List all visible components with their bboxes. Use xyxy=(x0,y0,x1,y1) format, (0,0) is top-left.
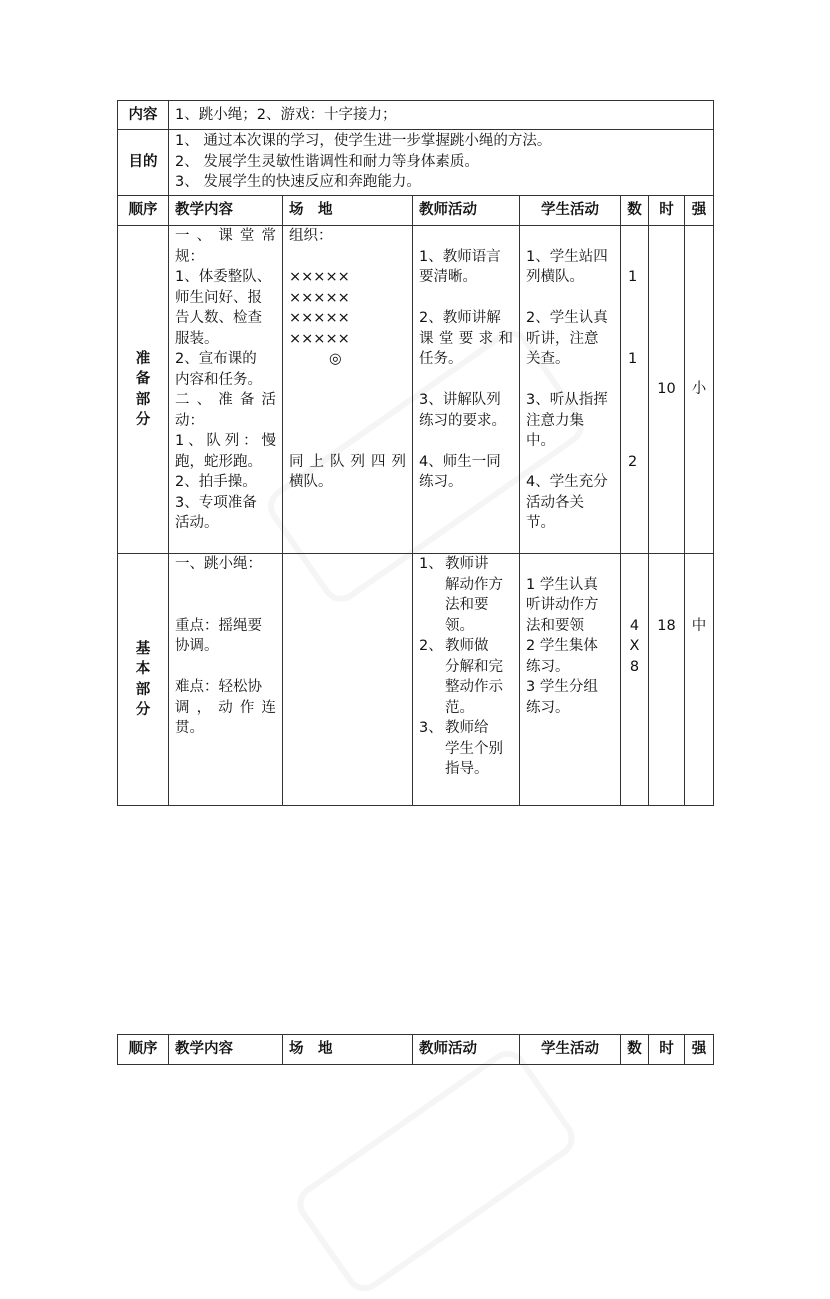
header-venue: 场 地 xyxy=(283,1035,413,1065)
header-intensity: 强 xyxy=(685,196,714,226)
goal-list xyxy=(169,130,714,196)
header-student: 学生活动 xyxy=(520,1035,621,1065)
content-label: 内容 xyxy=(118,101,169,130)
content-value: 1、跳小绳；2、游戏：十字接力； xyxy=(169,101,714,130)
formation-row: ××××× xyxy=(289,289,350,306)
header-venue: 场 地 xyxy=(283,196,413,226)
formation-row: ××××× xyxy=(289,269,350,285)
goal-label: 目的 xyxy=(118,130,169,196)
basic-counts: 4 X 8 xyxy=(621,554,649,806)
formation-row: ××××× xyxy=(289,330,350,347)
basic-content: 一、跳小绳： 重点：摇绳要 协调。 难点：轻松协 调，动作连 贯。 xyxy=(169,554,283,806)
lesson-plan-table xyxy=(117,100,714,806)
basic-venue xyxy=(283,554,413,806)
prep-venue: 组织： ××××× ××××× ××××× ××××× ◎ 同上队列四列 横队。 xyxy=(283,226,413,554)
header-content: 教学内容 xyxy=(169,196,283,226)
prep-student: 1、学生站四 列横队。 2、学生认真 听讲，注意 关查。 3、听从指挥 注意力集 中。 4、学生充分 活动各关 节。 xyxy=(520,226,621,554)
prep-teacher: 1、教师语言 要清晰。 2、教师讲解 课堂要求和 任务。 3、讲解队列 练习的要求。 4、师生一同 练习。 xyxy=(413,226,520,554)
header-student: 学生活动 xyxy=(520,196,621,226)
header-content: 教学内容 xyxy=(169,1035,283,1065)
header-time: 时 xyxy=(649,1035,685,1065)
prep-intensity: 小 xyxy=(685,226,714,554)
goal-item: 1、 通过本次课的学习，使学生进一步掌握跳小绳的方法。 xyxy=(175,133,552,149)
basic-student: 1 学生认真 听讲动作方 法和要领 2 学生集体 练习。 3 学生分组 练习。 xyxy=(520,554,621,806)
header-teacher: 教师活动 xyxy=(413,196,520,226)
basic-teacher xyxy=(413,554,520,806)
teacher-step: 2、 教师做 分解和完 整动作示 范。 xyxy=(419,638,503,716)
basic-intensity: 中 xyxy=(685,554,714,806)
formation-row: ××××× xyxy=(289,310,350,326)
venue-title: 组织： xyxy=(289,228,333,244)
header-order: 顺序 xyxy=(118,196,169,226)
goal-item: 3、 发展学生的快速反应和奔跑能力。 xyxy=(175,174,421,190)
basic-section-label: 基 本 部 分 xyxy=(118,554,169,806)
header-order: 顺序 xyxy=(118,1035,169,1065)
header-teacher: 教师活动 xyxy=(413,1035,520,1065)
watermark xyxy=(290,1043,583,1299)
teacher-position-icon: ◎ xyxy=(329,351,342,367)
header-time: 时 xyxy=(649,196,685,226)
teacher-step: 1、 教师讲 解动作方 法和要 领。 xyxy=(419,556,503,634)
prep-time: 10 xyxy=(649,226,685,554)
prep-counts: 1 1 2 xyxy=(621,226,649,554)
goal-item: 2、 发展学生灵敏性谐调性和耐力等身体素质。 xyxy=(175,153,479,170)
header-count: 数 xyxy=(621,1035,649,1065)
lesson-plan-table-continued xyxy=(117,1034,714,1065)
prep-section-label: 准 备 部 分 xyxy=(118,226,169,554)
header-intensity: 强 xyxy=(685,1035,714,1065)
prep-content: 一、课堂常 规： 1、体委整队、 师生问好、报 告人数、检查 服装。 2、宣布课的 内容和任务。 二、准备活 动： 1、队列：慢 跑，蛇形跑。 2、拍手操。 3、专项准备 活动。 xyxy=(169,226,283,554)
header-count: 数 xyxy=(621,196,649,226)
basic-time: 18 xyxy=(649,554,685,806)
teacher-step: 3、 教师给 学生个别 指导。 xyxy=(419,720,503,777)
